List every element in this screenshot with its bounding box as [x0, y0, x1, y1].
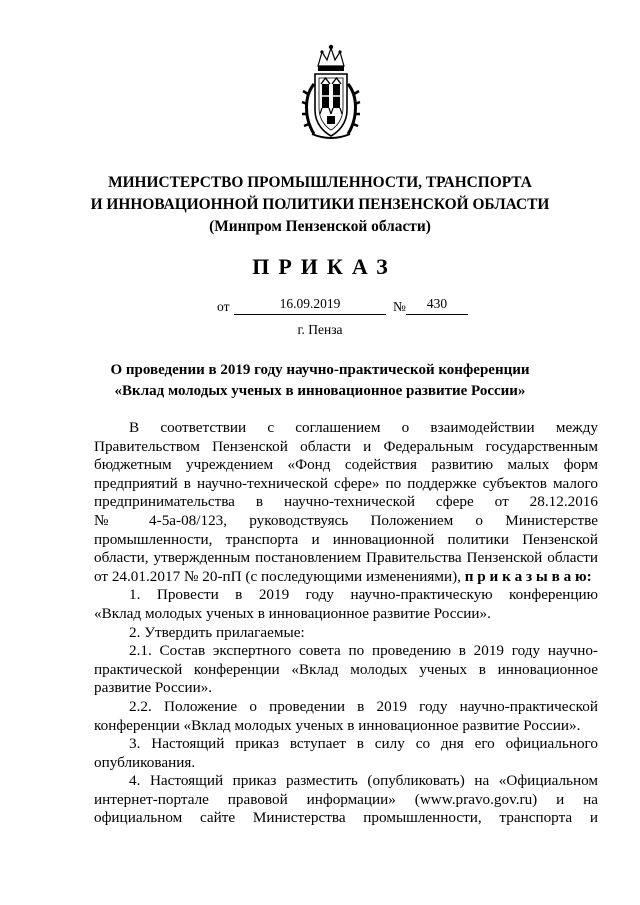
body-line: официальном сайте Министерства промышленности, транспорта и — [94, 809, 598, 827]
body-line: практической конференции «Вклад молодых ученых в инновационное — [94, 660, 598, 678]
body-line: 2. Утвердить прилагаемые: — [129, 623, 305, 641]
document-body — [94, 419, 598, 828]
document-date: 16.09.2019 — [234, 296, 386, 315]
body-line: бюджетным учреждением «Фонд содействия развитию малых форм — [94, 456, 598, 474]
city-name: г. Пенза — [297, 322, 343, 337]
date-label: от — [217, 299, 230, 314]
ministry-line-2: И ИННОВАЦИОННОЙ ПОЛИТИКИ ПЕНЗЕНСКОЙ ОБЛАСТИ — [90, 196, 550, 213]
body-line: 3. Настоящий приказ вступает в силу со дня его официального — [129, 735, 598, 753]
body-line: «Вклад молодых ученых в инновационное развитие России». — [94, 604, 491, 622]
body-line: № 4-5а-08/123, руководствуясь Положением о Министерстве — [94, 511, 598, 529]
body-line: интернет-портале правовой информации» (www.pravo.gov.ru) и на — [94, 790, 598, 808]
body-line: промышленности, транспорта и инновационной политики Пензенской — [94, 530, 598, 548]
body-line: предпринимательства в научно-технической сфере от 28.12.2016 — [94, 493, 598, 511]
body-line-text: от 24.01.2017 № 20-пП (с последующими изменениями), — [94, 567, 465, 585]
body-line: Правительством Пензенской области и Федеральным государственным — [94, 437, 598, 455]
body-line: предприятий в научно-технической сфере» по поддержке субъектов малого — [94, 474, 598, 492]
document-number: 430 — [406, 296, 468, 315]
document-type-heading: ПРИКАЗ — [252, 254, 397, 279]
number-label: № — [393, 299, 406, 314]
body-line — [94, 568, 598, 587]
body-line: области, утвержденным постановлением Правительства Пензенской области — [94, 549, 598, 567]
body-line: 2.1. Состав экспертного совета по проведению в 2019 году научно- — [129, 642, 598, 660]
coat-of-arms-icon — [300, 44, 362, 144]
body-line: конференции «Вклад молодых ученых в инновационное развитие России». — [94, 716, 581, 734]
body-line: 2.2. Положение о проведении в 2019 году научно-практической — [129, 697, 598, 715]
ministry-line-3: (Минпром Пензенской области) — [209, 218, 431, 235]
title-line-2: «Вклад молодых ученых в инновационное развитие России» — [114, 383, 526, 399]
prikazyvayu-word: п р и к а з ы в а ю: — [464, 567, 592, 585]
body-line: 1. Провести в 2019 году научно-практическую конференцию — [129, 586, 598, 604]
body-line: В соответствии с соглашением о взаимодействии между — [129, 419, 598, 436]
title-line-1: О проведении в 2019 году научно-практической конференции — [110, 362, 530, 378]
body-line: 4. Настоящий приказ разместить (опубликовать) на «Официальном — [129, 772, 598, 790]
document-title — [60, 360, 580, 402]
ministry-line-1: МИНИСТЕРСТВО ПРОМЫШЛЕННОСТИ, ТРАНСПОРТА — [108, 174, 532, 191]
date-number-row — [0, 296, 640, 320]
body-line: опубликования. — [94, 753, 196, 771]
ministry-name — [80, 172, 560, 238]
body-line: развитие России». — [94, 679, 213, 697]
